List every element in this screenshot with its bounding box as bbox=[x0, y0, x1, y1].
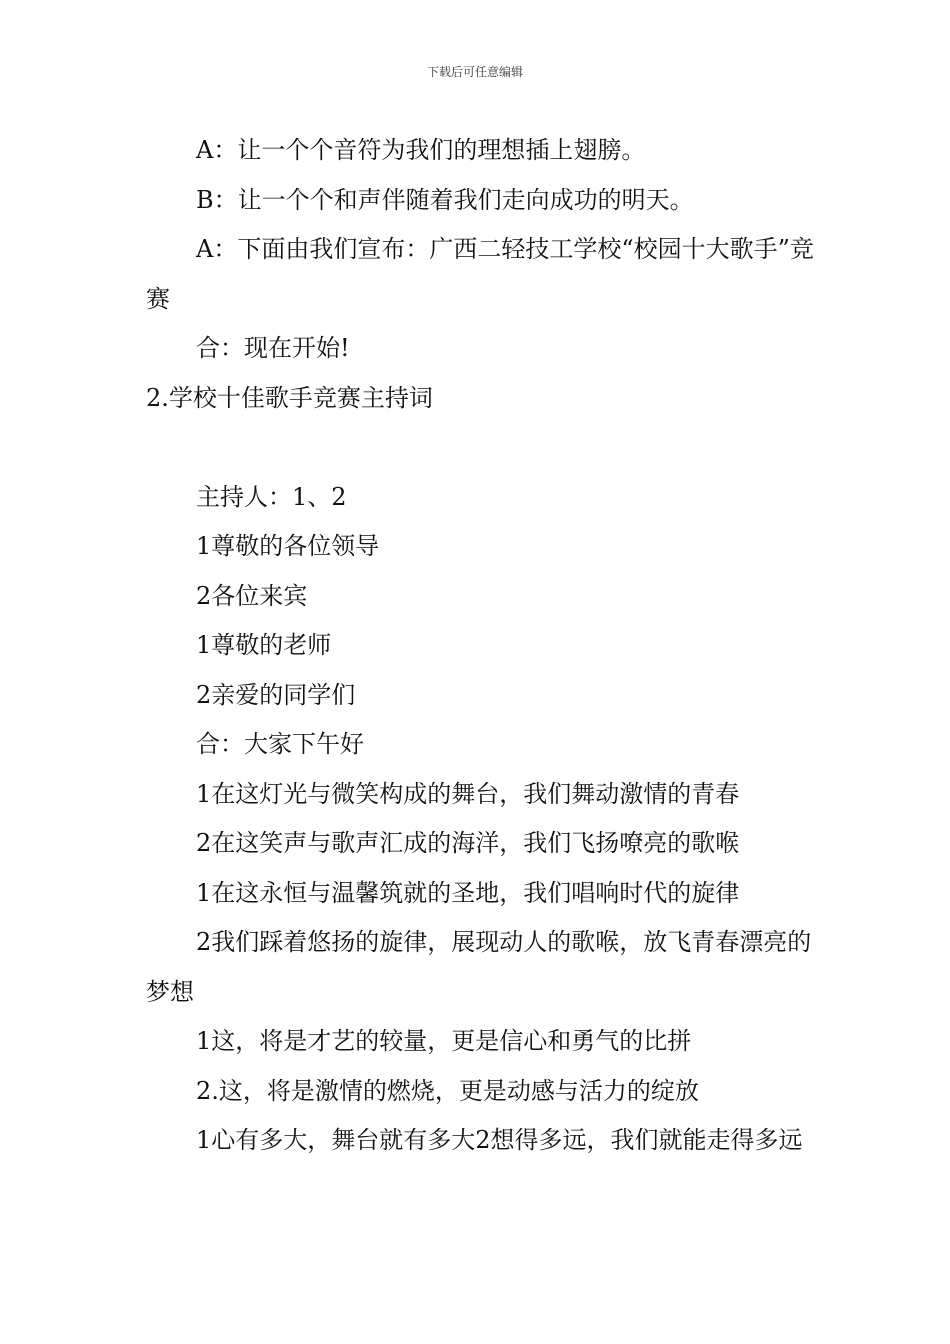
paragraph: 1在这灯光与微笑构成的舞台，我们舞动激情的青春 bbox=[196, 779, 740, 808]
paragraph: 1在这永恒与温馨筑就的圣地，我们唱响时代的旋律 bbox=[196, 878, 740, 907]
paragraph: 1尊敬的各位领导 bbox=[196, 532, 380, 560]
paragraph: 2在这笑声与歌声汇成的海洋，我们飞扬嘹亮的歌喉 bbox=[196, 829, 740, 857]
section-heading: 2.学校十佳歌手竞赛主持词 bbox=[146, 383, 433, 412]
page-header: 下载后可任意编辑 bbox=[426, 65, 523, 79]
paragraph: 主持人：1、2 bbox=[196, 482, 347, 511]
paragraph: B：让一个个和声伴随着我们走向成功的明天。 bbox=[196, 185, 694, 214]
paragraph: 2.这，将是激情的燃烧，更是动感与活力的绽放 bbox=[196, 1076, 699, 1105]
blank-line bbox=[146, 423, 816, 473]
paragraph: 2亲爱的同学们 bbox=[196, 680, 356, 709]
paragraph: 1这，将是才艺的较量，更是信心和勇气的比拼 bbox=[196, 1027, 692, 1055]
paragraph: A：下面由我们宣布：广西二轻技工学校“校园十大歌手”竞赛 bbox=[146, 235, 814, 313]
paragraph: 合：现在开始! bbox=[196, 334, 350, 362]
paragraph: 1尊敬的老师 bbox=[196, 631, 332, 659]
paragraph: A：让一个个音符为我们的理想插上翅膀。 bbox=[196, 136, 646, 164]
paragraph: 2各位来宾 bbox=[196, 581, 308, 610]
paragraph: 1心有多大，舞台就有多大2想得多远，我们就能走得多远 bbox=[196, 1126, 803, 1154]
document-body bbox=[146, 126, 816, 1166]
paragraph: 合：大家下午好 bbox=[196, 730, 364, 758]
paragraph: 2我们踩着悠扬的旋律，展现动人的歌喉，放飞青春漂亮的梦想 bbox=[146, 928, 812, 1006]
